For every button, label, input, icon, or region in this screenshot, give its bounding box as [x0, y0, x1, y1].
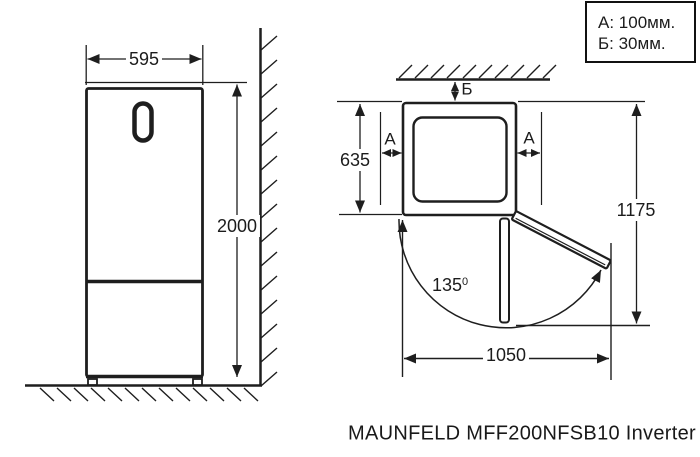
floor-hatching [40, 388, 258, 401]
fridge-foot-right [193, 379, 202, 385]
depth-label: 635 [337, 149, 373, 171]
door-open-depth-label: 1175 [614, 199, 659, 221]
legend-row-a: А: 100мм. [598, 13, 676, 32]
wall-hatching [261, 36, 277, 386]
legend-row-b: Б: 30мм. [598, 34, 666, 54]
front-height-label: 2000 [214, 215, 260, 237]
rear-clearance-label: Б [461, 79, 473, 99]
rear-wall-hatching [399, 65, 556, 78]
front-width-label: 595 [126, 48, 162, 70]
fridge-top-body [403, 103, 516, 215]
left-clearance-label: А [384, 129, 396, 149]
swing-width-label: 1050 [483, 344, 529, 366]
open-door [512, 211, 611, 269]
top-view-drawing [337, 65, 650, 380]
door-handle [135, 104, 152, 141]
clearance-legend [585, 1, 696, 63]
right-clearance-label: А [523, 128, 535, 148]
door-angle-label: $135^0$ [432, 275, 469, 295]
door-90-position [500, 219, 509, 323]
fridge-foot-left [88, 379, 97, 385]
model-caption: MAUNFELD MFF200NFSB10 Inverter [348, 422, 696, 445]
